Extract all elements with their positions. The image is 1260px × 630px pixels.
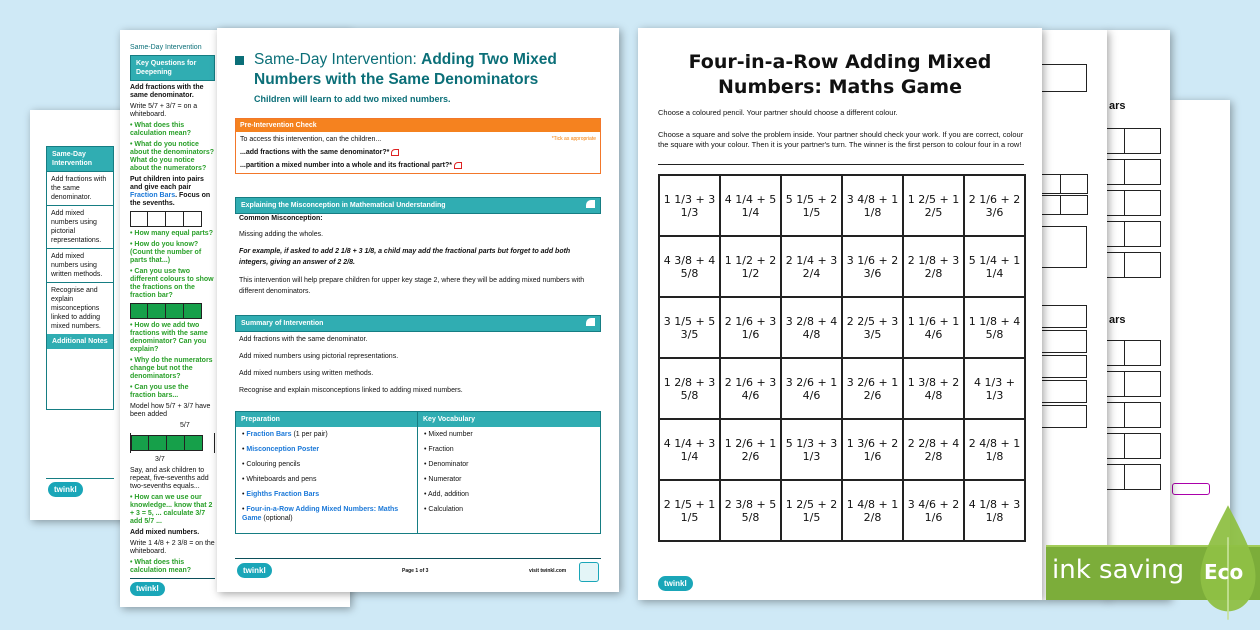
- grid-cell[interactable]: 4 1/3 + 1/3: [964, 358, 1025, 419]
- grid-cell[interactable]: 1 1/8 + 4 5/8: [964, 297, 1025, 358]
- site-link[interactable]: visit twinkl.com: [529, 568, 567, 574]
- text: Write 1 4/8 + 2 3/8 = on the whiteboard.: [130, 540, 215, 555]
- grid-cell[interactable]: 3 4/8 + 1 1/8: [842, 175, 903, 236]
- banner-text: ink saving: [1052, 555, 1185, 585]
- grid-cell[interactable]: 3 4/6 + 2 1/6: [903, 480, 964, 541]
- fraction-bar-box: [1124, 371, 1161, 397]
- question: • What does this calculation mean?: [130, 122, 192, 137]
- table-row: Add mixed numbers using pictorial representations.: [47, 205, 113, 248]
- grid-cell[interactable]: 3 2/6 + 1 4/6: [781, 358, 842, 419]
- section-header: Explaining the Misconception in Mathematical Understanding: [235, 197, 601, 214]
- summary-item: Add fractions with the same denominator.: [239, 336, 368, 343]
- heading: ars: [1109, 100, 1126, 112]
- page-title: Same-Day Intervention: Adding Two Mixed Numbers with the Same Denominators: [254, 51, 557, 88]
- grid-cell[interactable]: 2 1/8 + 3 2/8: [903, 236, 964, 297]
- twinkl-logo: twinkl: [48, 482, 83, 497]
- table-header: Same-Day Intervention: [47, 147, 113, 171]
- check-item: ...add fractions with the same denominator?*: [240, 149, 390, 156]
- vocabulary-item: • Calculation: [424, 506, 464, 513]
- fraction-bar-box: [1124, 433, 1161, 459]
- fraction-bar-box: [1105, 159, 1125, 185]
- vocabulary-item: • Add, addition: [424, 491, 469, 498]
- grid-cell[interactable]: 4 1/4 + 5 1/4: [720, 175, 781, 236]
- grid-cell[interactable]: 2 1/6 + 2 3/6: [964, 175, 1025, 236]
- game-page: [638, 28, 1042, 600]
- game-grid: [658, 174, 1026, 542]
- bullet-square-icon: [235, 56, 244, 65]
- grid-cell[interactable]: 3 1/6 + 2 3/6: [842, 236, 903, 297]
- fraction-bar-box: [1105, 128, 1125, 154]
- preparation-header: Preparation: [236, 412, 417, 427]
- resource-link[interactable]: Four-in-a-Row Adding Mixed Numbers: Maths Game: [242, 506, 399, 522]
- fraction-bar-box: [1124, 402, 1161, 428]
- text: Say, and ask children to repeat, five-sevenths add two-sevenths equals...: [130, 467, 209, 490]
- grid-cell[interactable]: 2 4/8 + 1 1/8: [964, 419, 1025, 480]
- text: To access this intervention, can the children...: [240, 136, 382, 143]
- shaded-fraction-bar: [130, 303, 215, 319]
- question: • Can you use two different colours to show the fractions on the fraction bar?: [130, 268, 214, 299]
- vocabulary-item: • Mixed number: [424, 431, 473, 438]
- text: Add fractions with the same denominator.: [130, 84, 204, 99]
- vocabulary-item: • Numerator: [424, 476, 462, 483]
- section-heading: Add mixed numbers.: [130, 529, 200, 536]
- grid-cell[interactable]: 2 1/5 + 1 1/5: [659, 480, 720, 541]
- fraction-label: 5/7: [180, 422, 190, 429]
- tick-note: *Tick as appropriate: [551, 136, 596, 142]
- fraction-bar-box: [1105, 190, 1125, 216]
- right-page-3: [1170, 100, 1230, 556]
- fraction-bar-box: [1124, 340, 1161, 366]
- grid-cell[interactable]: 1 4/8 + 1 2/8: [842, 480, 903, 541]
- fraction-bar-box: [1105, 433, 1125, 459]
- fraction-bar-box: [1124, 252, 1161, 278]
- vocabulary-term: Calculation: [428, 506, 464, 513]
- grid-cell[interactable]: 4 3/8 + 4 5/8: [659, 236, 720, 297]
- grid-cell[interactable]: 5 1/5 + 2 1/5: [781, 175, 842, 236]
- label: Common Misconception:: [239, 215, 323, 222]
- grid-cell[interactable]: 2 1/6 + 3 4/6: [720, 358, 781, 419]
- text: . Focus on the sevenths.: [130, 192, 211, 207]
- grid-cell[interactable]: 1 3/8 + 2 4/8: [903, 358, 964, 419]
- text: Model how 5/7 + 3/7 have been added: [130, 403, 211, 418]
- grid-cell[interactable]: 4 1/8 + 3 1/8: [964, 480, 1025, 541]
- model-fraction-bar: [130, 433, 215, 453]
- table-row: Recognise and explain misconceptions linked to adding mixed numbers.: [47, 282, 113, 334]
- fraction-bar-box: [1124, 221, 1161, 247]
- vocabulary-term: Add, addition: [428, 491, 469, 498]
- main-page: [217, 28, 619, 592]
- question: • Why do the numerators change but not the denominators?: [130, 357, 213, 380]
- prep-vocab-table: [235, 411, 601, 534]
- empty-fraction-bar: [130, 211, 215, 227]
- check-item: ...partition a mixed number into a whole and its fractional part?*: [240, 162, 452, 169]
- section-header: Key Questions for Deepening: [130, 55, 215, 81]
- fraction-bar-box: [1105, 464, 1125, 490]
- preparation-item: • Misconception Poster: [242, 446, 320, 453]
- page-number: Page 1 of 3: [402, 568, 429, 574]
- grid-cell[interactable]: 3 2/6 + 1 2/6: [842, 358, 903, 419]
- heading: ars: [1109, 314, 1126, 326]
- text: This intervention will help prepare children for upper key stage 2, where they will be adding mixed numbers with different denominators.: [239, 277, 585, 295]
- example: For example, if asked to add 2 1/8 + 3 1/8, a child may add the fractional parts but forget to add both integers, giving an answer of 2 2/8.: [239, 248, 571, 266]
- instructions: Choose a coloured pencil. Your partner should choose a different colour.: [658, 108, 898, 117]
- fraction-bar-box: [1105, 371, 1125, 397]
- summary-item: Recognise and explain misconceptions linked to adding mixed numbers.: [239, 387, 463, 394]
- grid-cell[interactable]: 1 1/2 + 2 1/2: [720, 236, 781, 297]
- question: • How do we add two fractions with the same denominator? Can you explain?: [130, 322, 208, 353]
- fraction-bar-box: [1105, 340, 1125, 366]
- item-text: (optional): [261, 515, 293, 522]
- fraction-bar-box: [1105, 221, 1125, 247]
- preparation-item: • Eighths Fraction Bars: [242, 491, 320, 498]
- vocabulary-term: Denominator: [428, 461, 469, 468]
- corner-icon: [586, 318, 595, 326]
- grid-cell[interactable]: 1 1/6 + 1 4/6: [903, 297, 964, 358]
- fraction-bar-box: [1105, 252, 1125, 278]
- table-row: Add fractions with the same denominator.: [47, 171, 113, 205]
- badge-icon: [579, 562, 599, 582]
- fraction-bar-box: [1124, 159, 1161, 185]
- resource-link[interactable]: Eighths Fraction Bars: [246, 491, 320, 498]
- tick-box[interactable]: [454, 162, 462, 169]
- grid-cell[interactable]: 5 1/3 + 3 1/3: [781, 419, 842, 480]
- grid-cell[interactable]: 3 1/5 + 5 3/5: [659, 297, 720, 358]
- text: Write 5/7 + 3/7 = on a whiteboard.: [130, 103, 198, 118]
- preparation-item: • Four-in-a-Row Adding Mixed Numbers: Maths Game (optional): [242, 506, 399, 522]
- fraction-bar-box: [1124, 464, 1161, 490]
- vocabulary-header: Key Vocabulary: [418, 412, 600, 427]
- right-page-2: [1105, 30, 1170, 600]
- summary-item: Add mixed numbers using pictorial representations.: [239, 353, 399, 360]
- twinkl-logo: twinkl: [658, 576, 693, 591]
- summary-item: Add mixed numbers using written methods.: [239, 370, 374, 377]
- running-title: Same-Day Intervention: [130, 44, 202, 51]
- grid-cell[interactable]: 1 3/6 + 2 1/6: [842, 419, 903, 480]
- subtitle: Children will learn to add two mixed numbers.: [254, 94, 451, 104]
- item-text: Colouring pencils: [246, 461, 301, 468]
- fraction-bar-box: [1124, 190, 1161, 216]
- fraction-label: 3/7: [155, 456, 165, 463]
- grid-cell[interactable]: 1 2/8 + 3 5/8: [659, 358, 720, 419]
- game-title: Four-in-a-Row Adding Mixed Numbers: Maths Game: [688, 51, 992, 98]
- question: • How many equal parts?: [130, 230, 213, 237]
- pre-intervention-check: [235, 118, 601, 174]
- grid-cell[interactable]: 1 2/5 + 2 1/5: [781, 480, 842, 541]
- resource-link[interactable]: Misconception Poster: [246, 446, 320, 453]
- fraction-bar-box: [1124, 128, 1161, 154]
- grid-cell[interactable]: 2 1/4 + 3 2/4: [781, 236, 842, 297]
- corner-icon: [586, 200, 595, 208]
- grid-cell[interactable]: 4 1/4 + 3 1/4: [659, 419, 720, 480]
- item-text: Whiteboards and pens: [246, 476, 317, 483]
- resource-link[interactable]: Fraction Bars: [246, 431, 292, 438]
- grid-cell[interactable]: 1 2/6 + 1 2/6: [720, 419, 781, 480]
- twinkl-logo: twinkl: [237, 563, 272, 578]
- notes-header: Additional Notes: [47, 334, 113, 349]
- vocabulary-item: • Fraction: [424, 446, 454, 453]
- grid-cell[interactable]: 1 1/3 + 3 1/3: [659, 175, 720, 236]
- table-row: Add mixed numbers using written methods.: [47, 248, 113, 282]
- fraction-bar-box: [1105, 402, 1125, 428]
- grid-cell[interactable]: 2 1/6 + 3 1/6: [720, 297, 781, 358]
- twinkl-logo: twinkl: [130, 582, 165, 596]
- vocabulary-term: Fraction: [428, 446, 454, 453]
- question: • Can you use the fraction bars...: [130, 384, 189, 399]
- grid-cell[interactable]: 2 3/8 + 5 5/8: [720, 480, 781, 541]
- question: • How can we use our knowledge... know that 2 + 3 = 5, ... calculate 3/7 add 5/7 ...: [130, 494, 213, 525]
- logo-icon: [1172, 483, 1210, 495]
- item-text: (1 per pair): [291, 431, 328, 438]
- question: • What do you notice about the denominators? What do you notice about the numerators?: [130, 141, 214, 172]
- vocabulary-item: • Denominator: [424, 461, 469, 468]
- vocabulary-term: Mixed number: [428, 431, 473, 438]
- grid-cell[interactable]: 2 2/5 + 3 3/5: [842, 297, 903, 358]
- preparation-item: • Whiteboards and pens: [242, 476, 317, 483]
- right-page-1: [1042, 30, 1107, 600]
- vocabulary-term: Numerator: [428, 476, 462, 483]
- grid-cell[interactable]: 2 2/8 + 4 2/8: [903, 419, 964, 480]
- eco-badge: Eco: [1204, 560, 1244, 584]
- text: Put children into pairs and give each pair: [130, 176, 204, 191]
- grid-cell[interactable]: 1 2/5 + 1 2/5: [903, 175, 964, 236]
- section-header: Summary of Intervention: [235, 315, 601, 332]
- text: Missing adding the wholes.: [239, 231, 324, 238]
- grid-cell[interactable]: 5 1/4 + 1 1/4: [964, 236, 1025, 297]
- preparation-item: • Colouring pencils: [242, 461, 301, 468]
- grid-cell[interactable]: 3 2/8 + 4 4/8: [781, 297, 842, 358]
- instructions: Choose a square and solve the problem inside. Your partner should check your work. If you are correct, colour the square with your colour. Then it is your partner's turn. The winner is the first person to colour four in a row!: [658, 130, 1024, 149]
- fraction-bars-link[interactable]: Fraction Bars: [130, 192, 176, 199]
- question: • How do you know? (Count the number of parts that...): [130, 241, 202, 264]
- preparation-item: • Fraction Bars (1 per pair): [242, 431, 328, 438]
- tick-box[interactable]: [391, 149, 399, 156]
- question: • What does this calculation mean?: [130, 559, 192, 574]
- section-header: Pre-Intervention Check: [236, 119, 600, 132]
